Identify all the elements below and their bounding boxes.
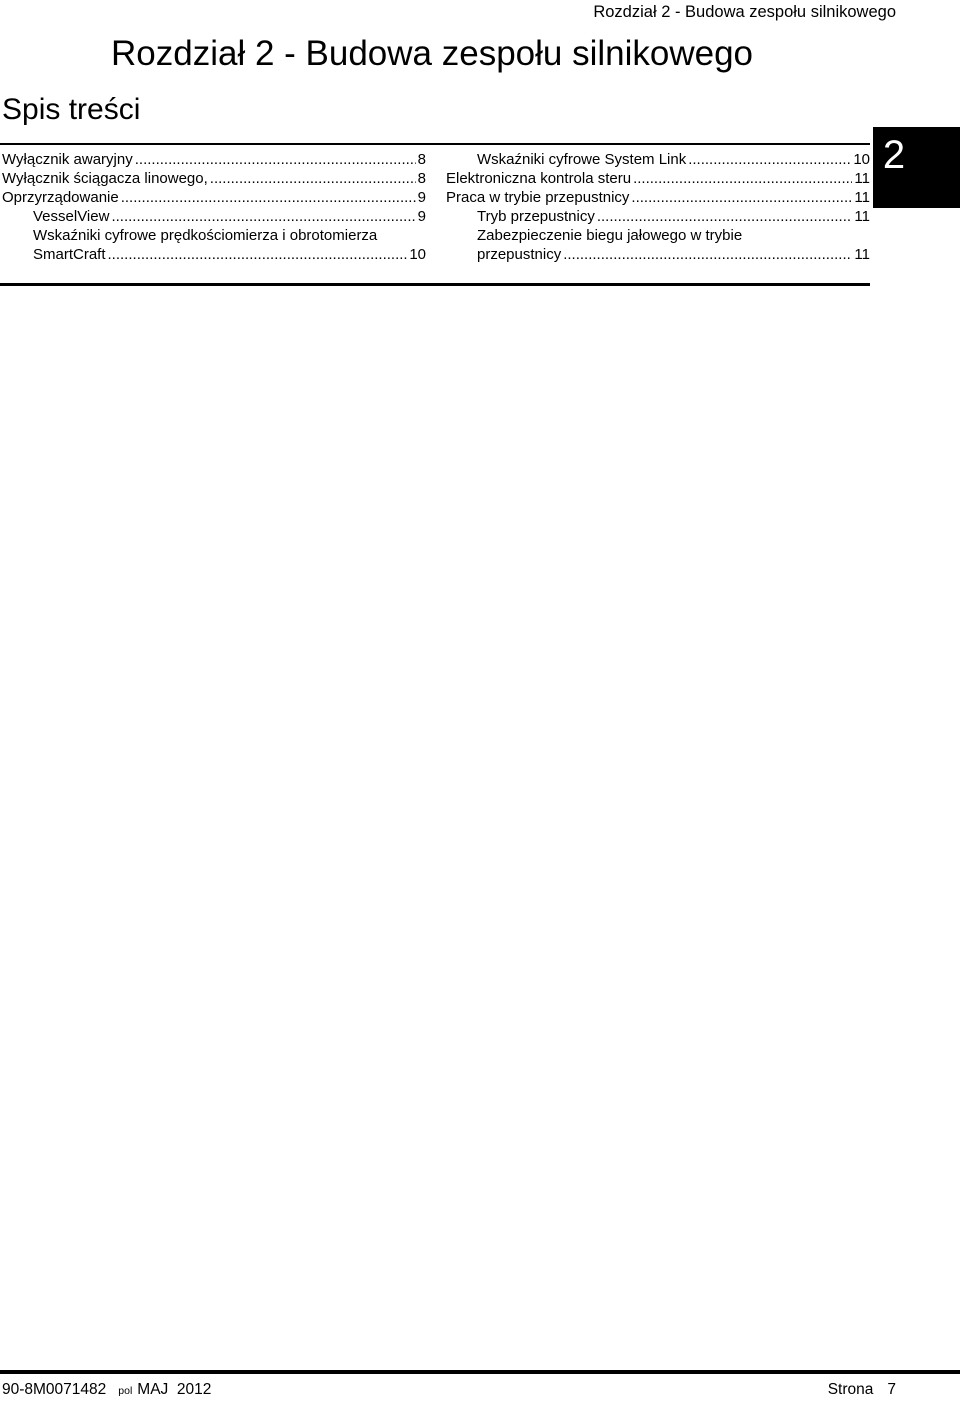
toc-entry-page: 10 — [853, 151, 870, 168]
chapter-title: Rozdział 2 - Budowa zespołu silnikowego — [111, 34, 754, 73]
toc-entry-smartcraft-line1[interactable]: Wskaźniki cyfrowe prędkościomierza i obrotomierza — [33, 227, 378, 244]
toc-entry-page: 9 — [417, 189, 426, 206]
toc-entry-text: przepustnicy — [477, 246, 562, 263]
toc-dot-leader — [108, 245, 408, 264]
running-header: Rozdział 2 - Budowa zespołu silnikowego — [593, 3, 896, 21]
toc-entry-page: 11 — [854, 189, 870, 206]
toc-entry-tryb-przepustnicy[interactable] — [446, 207, 870, 226]
toc-entry-page: 11 — [854, 208, 870, 225]
toc-entry-text: Praca w trybie przepustnicy — [446, 189, 630, 206]
toc-entry-praca-w-trybie[interactable] — [446, 188, 870, 207]
footer-page-label: Strona — [827, 1381, 874, 1398]
footer-doc-number: 90-8M0071482 — [2, 1381, 107, 1398]
toc-entry-zabezpieczenie-line1[interactable]: Zabezpieczenie biegu jałowego w trybie — [477, 227, 743, 244]
toc-entry-text: SmartCraft — [33, 246, 106, 263]
toc-entry-text: VesselView — [33, 208, 110, 225]
toc-entry-zabezpieczenie[interactable] — [446, 245, 870, 264]
toc-entry-vesselview[interactable] — [2, 207, 426, 226]
toc-dot-leader — [688, 150, 851, 169]
toc-dot-leader — [597, 207, 853, 226]
toc-entry-wylacznik-sciagacza[interactable] — [2, 169, 426, 188]
toc-entry-text: Wyłącznik awaryjny — [2, 151, 133, 168]
footer-rule — [0, 1370, 960, 1374]
footer-document-info — [2, 1380, 211, 1401]
toc-entry-system-link[interactable] — [446, 150, 870, 169]
toc-entry-text: Wyłącznik ściągacza linowego, — [2, 170, 208, 187]
footer-page-number: 7 — [887, 1381, 896, 1398]
toc-heading: Spis treści — [2, 93, 141, 126]
toc-dot-leader — [631, 188, 852, 207]
chapter-tab-number: 2 — [882, 133, 906, 177]
toc-dot-leader — [633, 169, 852, 188]
footer-date: MAJ 2012 — [137, 1381, 212, 1398]
toc-entry-page: 11 — [854, 246, 870, 263]
toc-entry-text: Tryb przepustnicy — [477, 208, 595, 225]
toc-entry-oprzyrzadowanie[interactable] — [2, 188, 426, 207]
toc-dot-leader — [121, 188, 416, 207]
toc-entry-elektroniczna-kontrola[interactable] — [446, 169, 870, 188]
toc-entry-page: 8 — [417, 170, 426, 187]
toc-dot-leader — [135, 150, 416, 169]
toc-entry-page: 10 — [409, 246, 426, 263]
toc-entry-page: 11 — [854, 170, 870, 187]
toc-bottom-rule — [0, 283, 870, 286]
footer-page-info — [828, 1380, 896, 1399]
toc-entry-text: Oprzyrządowanie — [2, 189, 119, 206]
toc-entry-text: Wskaźniki cyfrowe System Link — [477, 151, 687, 168]
toc-top-rule — [0, 143, 870, 145]
toc-dot-leader — [210, 169, 416, 188]
toc-entry-text: Elektroniczna kontrola steru — [446, 170, 632, 187]
toc-dot-leader — [111, 207, 415, 226]
toc-left-column — [2, 150, 426, 264]
chapter-tab — [873, 127, 960, 208]
toc-entry-page: 9 — [417, 208, 426, 225]
toc-dot-leader — [563, 245, 852, 264]
footer-language: pol — [118, 1385, 133, 1397]
toc-entry-smartcraft[interactable] — [2, 245, 426, 264]
toc-right-column — [446, 150, 870, 264]
toc-entry-page: 8 — [417, 151, 426, 168]
toc-entry-wylacznik-awaryjny[interactable] — [2, 150, 426, 169]
